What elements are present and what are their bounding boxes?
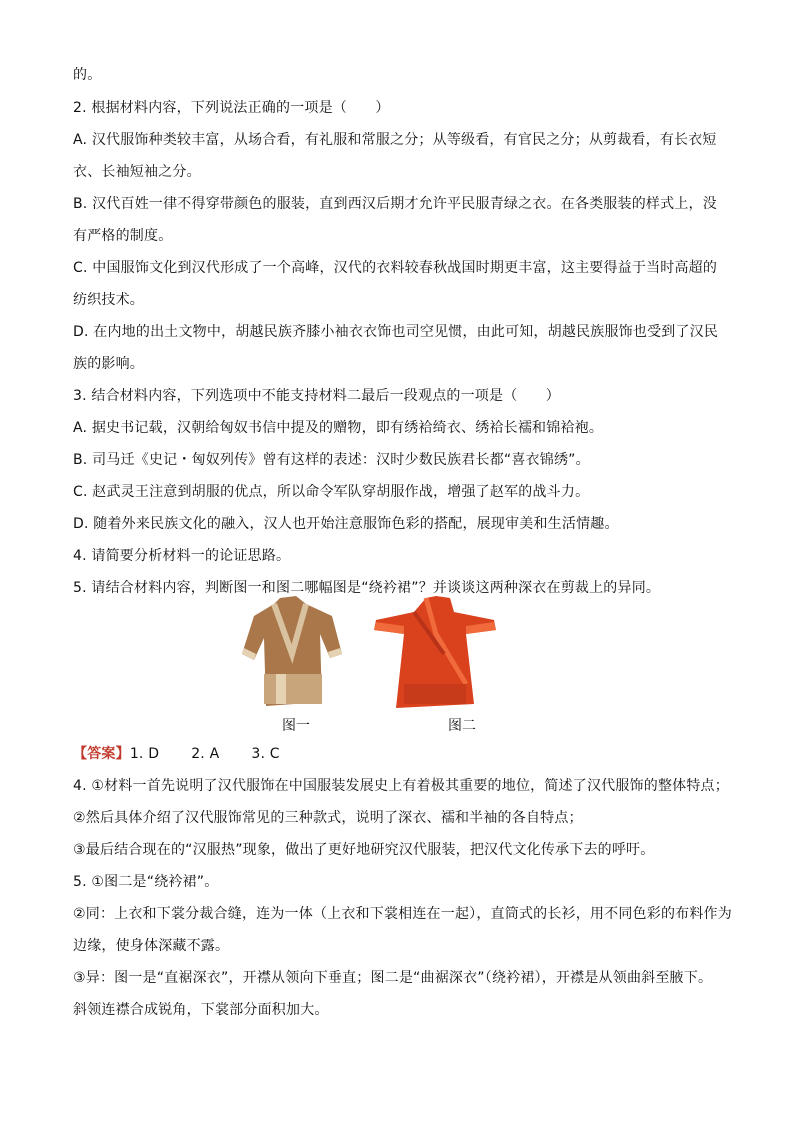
answer-5-line-4: ③异：图一是“直裾深衣”，开襟从领向下垂直；图二是“曲裾深衣”（绕衿裙），开襟是从领曲斜至腋下。 <box>73 970 713 986</box>
figure-1-caption: 图一 <box>282 718 310 734</box>
option-2a-cont: 衣、长袖短袖之分。 <box>73 164 201 180</box>
figure-1-garment <box>240 594 344 710</box>
option-2b: B. 汉代百姓一律不得穿带颜色的服装，直到西汉后期才允许平民服青绿之衣。在各类服装的样式上，没 <box>73 196 717 212</box>
answer-tag: 【答案】 <box>73 746 130 762</box>
question-2: 2. 根据材料内容，下列说法正确的一项是（ ） <box>73 100 390 116</box>
option-2d-cont: 族的影响。 <box>73 356 144 372</box>
option-2c: C. 中国服饰文化到汉代形成了一个高峰，汉代的衣料较春秋战国时期更丰富，这主要得益于当时高超的 <box>73 260 718 276</box>
question-4: 4. 请简要分析材料一的论证思路。 <box>73 548 291 564</box>
question-5: 5. 请结合材料内容，判断图一和图二哪幅图是“绕衿裙”？并谈谈这两种深衣在剪裁上的异同。 <box>73 580 661 596</box>
question-3: 3. 结合材料内容，下列选项中不能支持材料二最后一段观点的一项是（ ） <box>73 388 561 404</box>
option-2c-cont: 纺织技术。 <box>73 292 144 308</box>
option-3c: C. 赵武灵王注意到胡服的优点，所以命令军队穿胡服作战，增强了赵军的战斗力。 <box>73 484 590 500</box>
option-3b: B. 司马迁《史记・匈奴列传》曾有这样的表述：汉时少数民族君长都“喜衣锦绣”。 <box>73 452 590 468</box>
answer-5-line-1: 5. ①图二是“绕衿裙”。 <box>73 874 219 890</box>
option-3a: A. 据史书记载，汉朝给匈奴书信中提及的赠物，即有绣袷绮衣、绣袷长襦和锦袷袍。 <box>73 420 604 436</box>
answer-5-line-5: 斜领连襟合成锐角，下裳部分面积加大。 <box>73 1002 329 1018</box>
answer-1: 1. D <box>129 746 160 762</box>
answer-4-line-1: 4. ①材料一首先说明了汉代服饰在中国服装发展史上有着极其重要的地位，简述了汉代服饰的整体特点； <box>73 778 729 794</box>
answer-2: 2. A <box>191 746 220 762</box>
figure-2-garment <box>370 594 498 714</box>
answer-3: 3. C <box>251 746 280 762</box>
answer-4-line-3: ③最后结合现在的“汉服热”现象，做出了更好地研究汉代服装，把汉代文化传承下去的呼吁。 <box>73 842 655 858</box>
option-2d: D. 在内地的出土文物中，胡越民族齐膝小袖衣衣饰也司空见惯，由此可知，胡越民族服饰也受到了汉民 <box>73 324 719 340</box>
answer-line <box>73 745 733 763</box>
answer-4-line-2: ②然后具体介绍了汉代服饰常见的三种款式，说明了深衣、襦和半袖的各自特点； <box>73 810 583 826</box>
garment-figures <box>240 594 560 736</box>
figure-2-caption: 图二 <box>448 718 476 734</box>
answer-5-line-3: 边缘，使身体深藏不露。 <box>73 938 230 954</box>
option-3d: D. 随着外来民族文化的融入，汉人也开始注意服饰色彩的搭配，展现审美和生活情趣。 <box>73 516 619 532</box>
text-line: 的。 <box>73 67 102 83</box>
option-2a: A. 汉代服饰种类较丰富，从场合看，有礼服和常服之分；从等级看，有官民之分；从剪裁看，有长衣短 <box>73 132 717 148</box>
option-2b-cont: 有严格的制度。 <box>73 228 173 244</box>
answer-5-line-2: ②同：上衣和下裳分裁合缝，连为一体（上衣和下裳相连在一起），直筒式的长衫，用不同色彩的布料作为 <box>73 906 732 922</box>
